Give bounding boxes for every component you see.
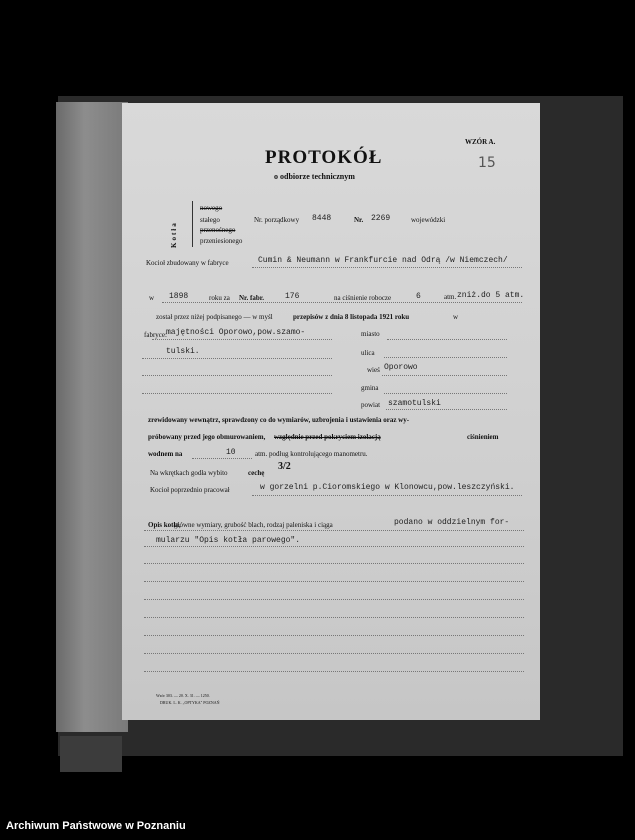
poprzednio-value: w gorzelni p.Cioromskiego w Klonowcu,pow.leszczyński. <box>260 483 515 492</box>
bracket-line <box>192 201 193 247</box>
archive-caption: Archiwum Państwowe w Poznaniu <box>6 820 186 832</box>
powiat-value: szamotulski <box>388 399 441 408</box>
form-template-label: WZÓR A. <box>465 138 496 146</box>
wies-value: Oporowo <box>384 363 418 372</box>
fabryce-value-2: tulski. <box>166 347 200 356</box>
probowany-strike: względnie przed pokryciem izolacją <box>274 433 381 441</box>
cisnienie-value: 6 <box>416 292 421 301</box>
wies-label: wieś <box>367 366 380 374</box>
nr-value: 2269 <box>371 214 391 223</box>
cecha-label: cechę <box>248 469 265 477</box>
wodnem-label: wodnem na <box>148 450 183 458</box>
printer-note-2: DRUK. L. K. „OPTYKA" POZNAŃ <box>160 700 220 705</box>
document-title: PROTOKÓŁ <box>265 147 383 168</box>
printer-note: Wzór 303. — 20. X. 31. — 1250. <box>156 693 210 698</box>
year-value: 1898 <box>169 292 189 301</box>
opis-value: podano w oddzielnym for- <box>394 518 510 527</box>
zrewidowany-line: zrewidowany wewnątrz, sprawdzony co do wymiarów, uzbrojenia i ustawienia oraz wy- <box>148 416 410 424</box>
document-subtitle: o odbiorze technicznym <box>274 172 355 181</box>
miasto-label: miasto <box>361 330 380 338</box>
opis-description: główne wymiary, grubość blach, rodzaj paleniska i ciąga <box>174 521 333 529</box>
kotla-label: Kotła <box>170 221 178 248</box>
nr-fabr-value: 176 <box>285 292 300 301</box>
fabryce-value: majętności Oporowo,pow.szamo- <box>166 328 306 337</box>
kind-option: nowego <box>200 204 223 212</box>
nr-fabr-label: Nr. fabr. <box>239 294 264 302</box>
poprzednio-label: Kocioł poprzednio pracował <box>150 486 230 494</box>
wojewodzki-label: wojewódzki <box>411 216 446 224</box>
nr-label: Nr. <box>354 216 364 224</box>
zniz-value: zniż.do 5 atm. <box>457 291 525 300</box>
cecha-stamp: 3/2 <box>278 461 291 472</box>
atm-podlug: atm. podług kontrolującego manometru. <box>255 450 368 458</box>
fabryce-label: fabryce: <box>144 331 167 339</box>
w-label: w <box>149 294 155 302</box>
powiat-label: powiat <box>361 401 381 409</box>
cisnieniem-label: ciśnieniem <box>467 433 499 441</box>
fabryka-value: Cumin & Neumann w Frankfurcie nad Odrą /w Niemczech/ <box>258 256 508 265</box>
wkretkach-label: Na wkrętkach godła wybito <box>150 469 228 477</box>
zostal-line: został przez niżej podpisanego — w myśl <box>156 313 273 321</box>
probowany-line: próbowany przed jego obmurowaniem, <box>148 433 266 441</box>
opis-value-2: mularzu "Opis kotła parowego". <box>156 536 301 545</box>
przepisow-line: przepisów z dnia 8 listopada 1921 roku <box>293 313 410 321</box>
cisnienie-label: na ciśnienie robocze <box>334 294 392 302</box>
kociol-label: Kocioł zbudowany w fabryce <box>146 259 229 267</box>
nr-porzadkowy-value: 8448 <box>312 214 332 223</box>
atm-label: atm. <box>444 293 457 301</box>
roku-za-label: roku za <box>209 294 230 302</box>
w-end: w <box>453 313 459 321</box>
handwritten-number: 15 <box>478 155 496 171</box>
opis-label: Opis kotła, <box>148 521 181 529</box>
gmina-label: gmina <box>361 384 379 392</box>
nr-porzadkowy-label: Nr. porządkowy <box>254 216 300 224</box>
kind-option: przenośnego <box>200 226 236 234</box>
document-page <box>122 103 540 720</box>
ulica-label: ulica <box>361 349 375 357</box>
folder-edge <box>56 102 128 732</box>
kind-option: stałego <box>200 216 220 224</box>
wodnem-value: 10 <box>226 448 236 457</box>
folder-edge-lower <box>60 736 122 772</box>
kind-option: przeniesionego <box>200 237 243 245</box>
